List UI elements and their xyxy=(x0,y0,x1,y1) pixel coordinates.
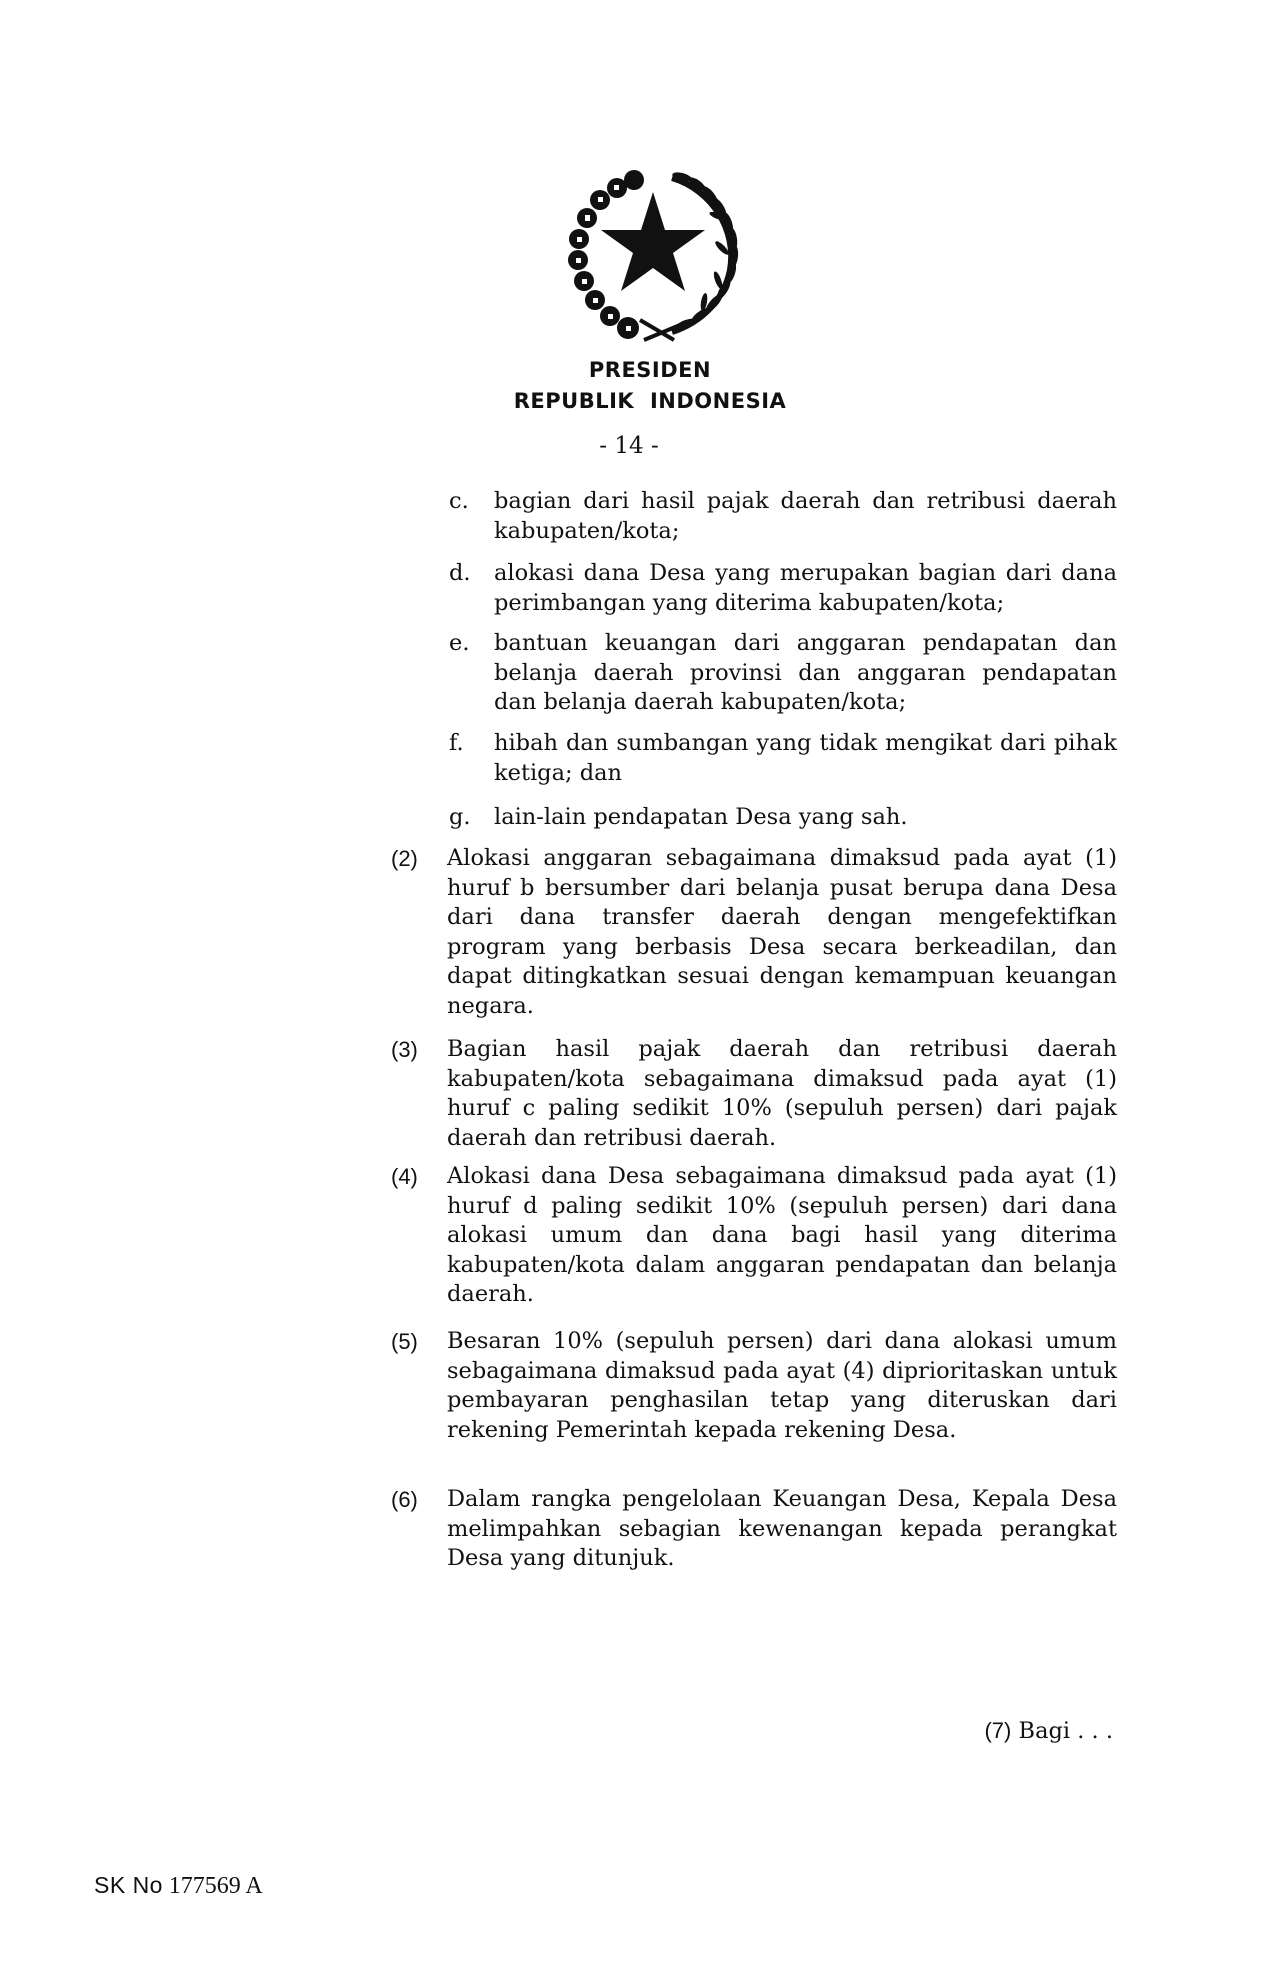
list-item-text: bantuan keuangan dari anggaran pendapatan dan belanja daerah provinsi dan anggaran pendapatan dan belanja daerah kabupaten/kota; xyxy=(494,630,1117,715)
paragraph-6 xyxy=(391,1485,1117,1574)
list-item-g xyxy=(449,803,1117,833)
paragraph-text: Bagian hasil pajak daerah dan retribusi daerah kabupaten/kota sebagaimana dimaksud pada ayat (1) huruf c paling sedikit 10% (sepuluh persen) dari pajak daerah dan retribusi daerah. xyxy=(447,1036,1117,1151)
list-marker: g. xyxy=(449,804,471,830)
continuation-catchword xyxy=(984,1718,1113,1744)
serial-number: 177569 A xyxy=(168,1873,263,1899)
list-item-text: bagian dari hasil pajak daerah dan retribusi daerah kabupaten/kota; xyxy=(494,488,1117,544)
header-title-republik-indonesia: REPUBLIK INDONESIA xyxy=(513,389,787,413)
list-item-text: alokasi dana Desa yang merupakan bagian dari dana perimbangan yang diterima kabupaten/kota; xyxy=(494,560,1117,616)
paragraph-text: Alokasi dana Desa sebagaimana dimaksud pada ayat (1) huruf d paling sedikit 10% (sepuluh persen) dari dana alokasi umum dan dana bagi hasil yang diterima kabupaten/kota dalam anggaran pendapatan dan belanja daerah. xyxy=(447,1163,1117,1307)
document-serial-number xyxy=(94,1872,263,1900)
serial-prefix: SK No xyxy=(94,1872,163,1898)
paragraph-number: (5) xyxy=(391,1329,418,1354)
emblem-graphic xyxy=(562,160,744,342)
paragraph-4 xyxy=(391,1162,1117,1310)
presidential-emblem-icon xyxy=(562,160,744,342)
paragraph-text: Alokasi anggaran sebagaimana dimaksud pada ayat (1) huruf b bersumber dari belanja pusat berupa dana Desa dari dana transfer daerah dengan mengefektifkan program yang berbasis Desa secara berkeadilan, dan dapat ditingkatkan sesuai dengan kemampuan keuangan negara. xyxy=(447,845,1117,1019)
list-item-e xyxy=(449,629,1117,718)
header-title-presiden: PRESIDEN xyxy=(588,358,712,382)
paragraph-text: Besaran 10% (sepuluh persen) dari dana alokasi umum sebagaimana dimaksud pada ayat (4) diprioritaskan untuk pembayaran penghasilan tetap yang diteruskan dari rekening Pemerintah kepada rekening Desa. xyxy=(447,1328,1117,1443)
continuation-text: Bagi . . . xyxy=(1018,1718,1113,1744)
paragraph-3 xyxy=(391,1035,1117,1153)
paragraph-2 xyxy=(391,844,1117,1021)
list-marker: f. xyxy=(449,730,464,756)
list-item-c xyxy=(449,487,1117,546)
list-item-d xyxy=(449,559,1117,618)
list-marker: e. xyxy=(449,630,470,656)
paragraph-number: (3) xyxy=(391,1037,418,1062)
paragraph-number: (2) xyxy=(391,846,418,871)
paragraph-number: (6) xyxy=(391,1487,418,1512)
star-icon xyxy=(601,192,705,291)
list-item-text: lain-lain pendapatan Desa yang sah. xyxy=(494,804,908,830)
list-item-text: hibah dan sumbangan yang tidak mengikat dari pihak ketiga; dan xyxy=(494,730,1117,786)
list-item-f xyxy=(449,729,1117,788)
continuation-number: (7) xyxy=(984,1718,1012,1743)
paragraph-text: Dalam rangka pengelolaan Keuangan Desa, Kepala Desa melimpahkan sebagian kewenangan kepada perangkat Desa yang ditunjuk. xyxy=(447,1486,1117,1571)
paragraph-5 xyxy=(391,1327,1117,1445)
page-number: - 14 - xyxy=(599,433,659,459)
list-marker: d. xyxy=(449,560,471,586)
list-marker: c. xyxy=(449,488,469,514)
paragraph-number: (4) xyxy=(391,1164,418,1189)
